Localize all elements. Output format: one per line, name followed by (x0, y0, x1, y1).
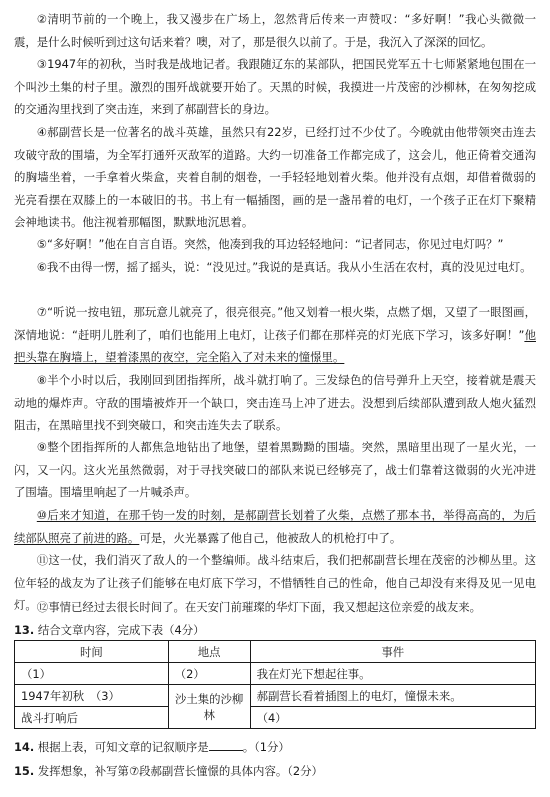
paragraph-10 (14, 504, 536, 549)
question-13 (14, 620, 536, 640)
blank-2-cell[interactable]: （2） (168, 663, 250, 685)
table-header-event: 事件 (250, 641, 535, 663)
paragraph-3: ③1947年的初秋，当时我是战地记者。我跟随辽东的某部队，把国民党军五十七师紧紧地包围在一个叫沙土集的村子里。激烈的围歼战就要开始了。天黑的时候，我摸进一片茂密的沙柳林，在匆匆挖成的交通沟里找到了突击连，来到了郝副营长的身边。 (14, 57, 536, 116)
question-15-number: 15. (14, 764, 35, 778)
paragraph-8: ⑧半个小时以后，我刚回到团指挥所，战斗就打响了。三发绿色的信号弹升上天空，接着就是震天动地的爆炸声。守敌的围墙被炸开一个缺口，突击连马上冲了进去。没想到后续部队遭到敌人炮火猛烈阻击，在黑暗里找不到突破口，和突击连失去了联系。 (14, 373, 536, 432)
paragraph-2: ②清明节前的一个晚上，我又漫步在广场上，忽然背后传来一声赞叹：“多好啊！”我心头微微一震，是什么时候听到过这句话来着？噢，对了，那是很久以前了。于是，我沉入了深深的回忆。 (14, 12, 536, 49)
table-row (15, 707, 536, 729)
blank-4-cell[interactable]: （4） (250, 707, 535, 729)
paragraph-4: ④郝副营长是一位著名的战斗英雄，虽然只有22岁，已经打过不少仗了。今晚就由他带领突击连去攻破守敌的围墙，为全军打通歼灭敌军的道路。大约一切准备工作都完成了，这会儿，他正倚着交通沟的胸墙坐着，一手拿着火柴盒，夹着自制的烟卷，一手轻轻地划着火柴。他并没有点烟，却借着微弱的光亮看摆在双膝上的一本破旧的书。书上有一幅插图，画的是一盏吊着的电灯，一个孩子正在灯下聚精会神地读书。他注视着那幅图，默默地沉思着。 (14, 125, 536, 229)
table-row (15, 685, 536, 707)
time-cell-1947 (15, 685, 169, 707)
place-cell: 沙土集的沙柳林 (168, 685, 250, 729)
answer-blank[interactable] (209, 738, 243, 751)
paragraph-12: ⑫事情已经过去很长时间了。在天安门前璀璨的华灯下面，我又想起这位亲爱的战友来。 (36, 600, 482, 614)
question-14-number: 14. (14, 740, 35, 754)
time-cell-battle: 战斗打响后 (15, 707, 169, 729)
answer-table (14, 640, 536, 729)
question-14-text: 根据上表，可知文章的记叙顺序是 (37, 740, 209, 754)
table-row (15, 663, 536, 685)
blank-1-cell[interactable]: （1） (15, 663, 169, 685)
paragraph-5: ⑤“多好啊！”他在自言自语。突然，他凑到我的耳边轻轻地问：“记者同志，你见过电灯吗？” (36, 237, 504, 251)
table-header-place: 地点 (168, 641, 250, 663)
table-header-time: 时间 (15, 641, 169, 663)
event-cell: 我在灯光下想起往事。 (250, 663, 535, 685)
question-15-text: 发挥想象，补写第⑦段郝副营长憧憬的具体内容。（2分） (37, 764, 323, 778)
event-cell: 郝副营长看着插图上的电灯，憧憬未来。 (250, 685, 535, 707)
paragraph-7-text: ⑦“听说一按电钮，那玩意儿就亮了，很亮很亮。”他又划着一根火柴，点燃了烟，又望了一眼图画，深情地说：“赶明儿胜利了，咱们也能用上电灯，让孩子们都在那样亮的灯光底下学习，该多好啊！” (14, 305, 536, 342)
question-14-score: 。（1分） (242, 740, 290, 754)
paragraph-10-text: 可是，火光暴露了他自己，他被敌人的机枪打中了。 (139, 530, 402, 545)
paragraph-7 (14, 301, 536, 369)
paragraph-9: ⑨整个团指挥所的人都焦急地钻出了地堡，望着黑黝黝的围墙。突然，黑暗里出现了一星火光，一闪，又一闪。这火光虽然微弱，对于寻找突破口的部队来说已经够亮了，战士们靠着这微弱的火光冲进了围墙。围墙里响起了一片喊杀声。 (14, 440, 536, 499)
question-13-number: 13. (14, 623, 35, 637)
paragraph-10-underlined: ⑩后来才知道，在那千钧一发的时刻，是郝副营长划着了火柴，点燃了那本书，举得高高的，为后续部队照亮了前进的路。 (14, 508, 536, 545)
question-15 (14, 761, 536, 781)
question-13-text: 结合文章内容，完成下表（4分） (37, 623, 205, 637)
table-header-row (15, 641, 536, 663)
question-14 (14, 737, 536, 757)
time-1947: 1947年初秋 (21, 688, 85, 703)
paragraph-11: ⑪这一仗，我们消灭了敌人的一个整编师。战斗结束后，我们把郝副营长埋在茂密的沙柳丛里。这位年轻的战友为了让孩子们能够在电灯底下学习，不惜牺牲自己的性命，他自己却没有来得及见一见电灯。 (14, 553, 536, 612)
paragraph-6: ⑥我不由得一愣，摇了摇头，说：“没见过。”我说的是真话。我从小生活在农村，真的没见过电灯。 (36, 260, 532, 274)
paragraph-7-underlined: 他把头靠在胸墙上，望着漆黑的夜空，完全陷入了对未来的憧憬里。 (14, 327, 536, 364)
blank-3[interactable]: （3） (95, 688, 120, 703)
